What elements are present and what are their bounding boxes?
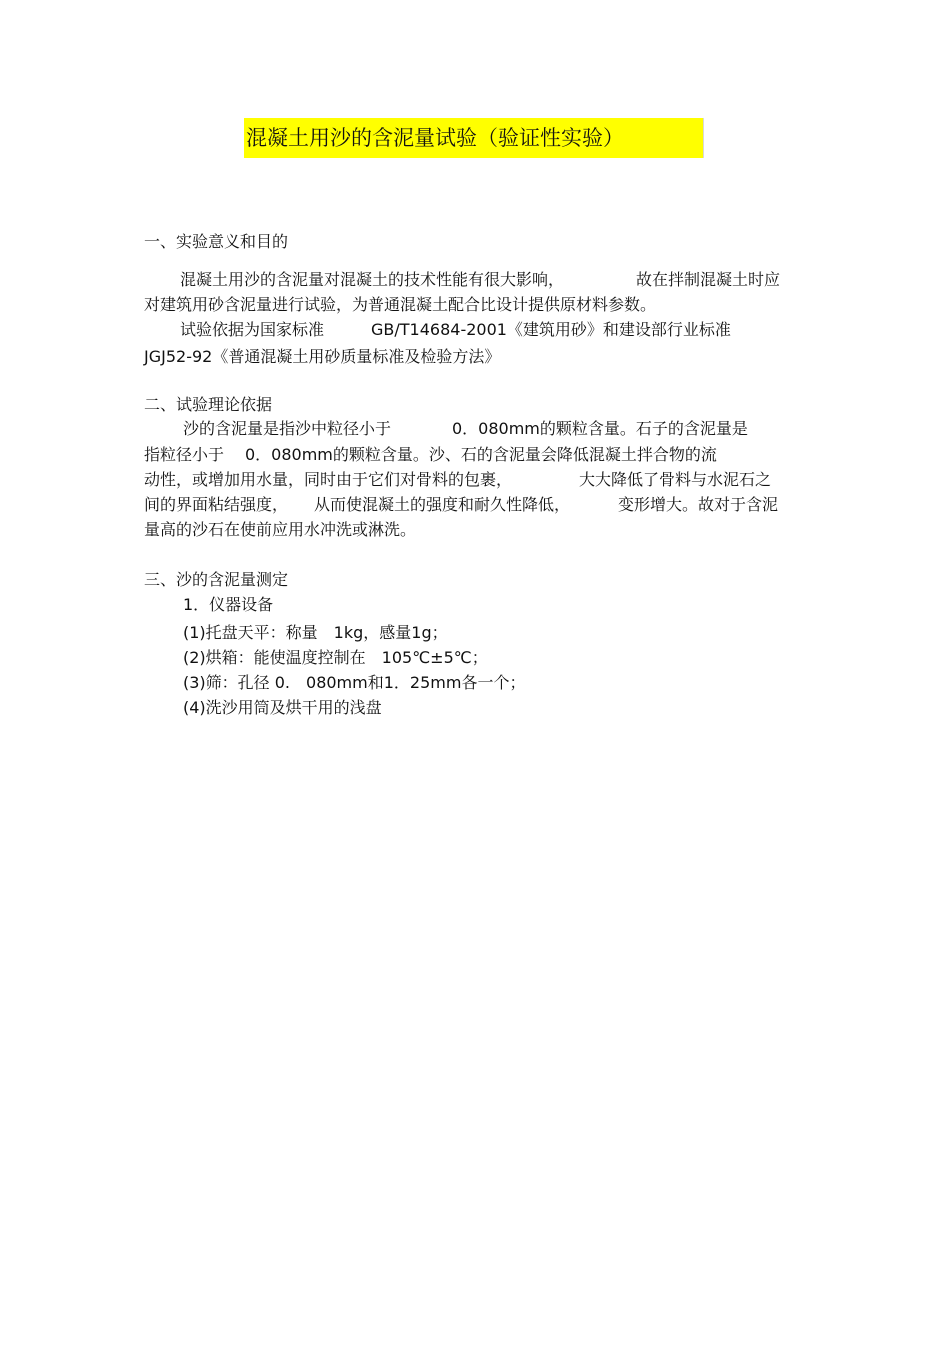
section2-line4-c: 变形增大。故对于含泥: [618, 495, 779, 514]
section1-p1-line1-a: 混凝土用沙的含泥量对混凝土的技术性能有很大影响，: [180, 270, 565, 289]
section2-line2-b: 0．080mm的颗粒含量。沙、石的含泥量会降低混凝土拌合物的流: [245, 445, 717, 464]
section1-heading: 一、实验意义和目的: [144, 232, 289, 251]
section2-line5: 量高的沙石在使前应用水冲洗或淋洗。: [144, 520, 417, 539]
equipment-item-3: (3)筛：孔径 0. 080mm和1．25mm各一个；: [183, 673, 526, 692]
section1-p2-line2: JGJ52-92《普通混凝土用砂质量标准及检验方法》: [144, 347, 501, 366]
equipment-item-1: (1)托盘天平：称量 1kg，感量1g；: [183, 623, 448, 642]
section1-p1-line1-b: 故在拌制混凝土时应: [636, 270, 781, 289]
section2-line2-a: 指粒径小于: [144, 445, 225, 464]
section3-heading: 三、沙的含泥量测定: [144, 570, 289, 589]
section2-line4-a: 间的界面粘结强度，: [144, 495, 289, 514]
section2-line4-b: 从而使混凝土的强度和耐久性降低，: [314, 495, 571, 514]
equipment-item-4: (4)洗沙用筒及烘干用的浅盘: [183, 698, 382, 717]
section2-line3-a: 动性，或增加用水量，同时由于它们对骨料的包裹，: [144, 470, 513, 489]
section1-p1-line2: 对建筑用砂含泥量进行试验，为普通混凝土配合比设计提供原材料参数。: [144, 295, 657, 314]
section3-subheading-equipment: 1．仪器设备: [183, 595, 274, 614]
section2-line1-b: 0．080mm的颗粒含量。石子的含泥量是: [452, 419, 748, 438]
equipment-item-2: (2)烘箱：能使温度控制在 105℃±5℃；: [183, 648, 488, 667]
document-title: 混凝土用沙的含泥量试验（验证性实验）: [244, 118, 704, 158]
section2-line1-a: 沙的含泥量是指沙中粒径小于: [183, 419, 392, 438]
section2-heading: 二、试验理论依据: [144, 395, 273, 414]
section2-line3-b: 大大降低了骨料与水泥石之: [579, 470, 772, 489]
section1-p2-line1-a: 试验依据为国家标准: [180, 320, 325, 339]
section1-p2-line1-b: GB/T14684-2001《建筑用砂》和建设部行业标准: [371, 320, 731, 339]
